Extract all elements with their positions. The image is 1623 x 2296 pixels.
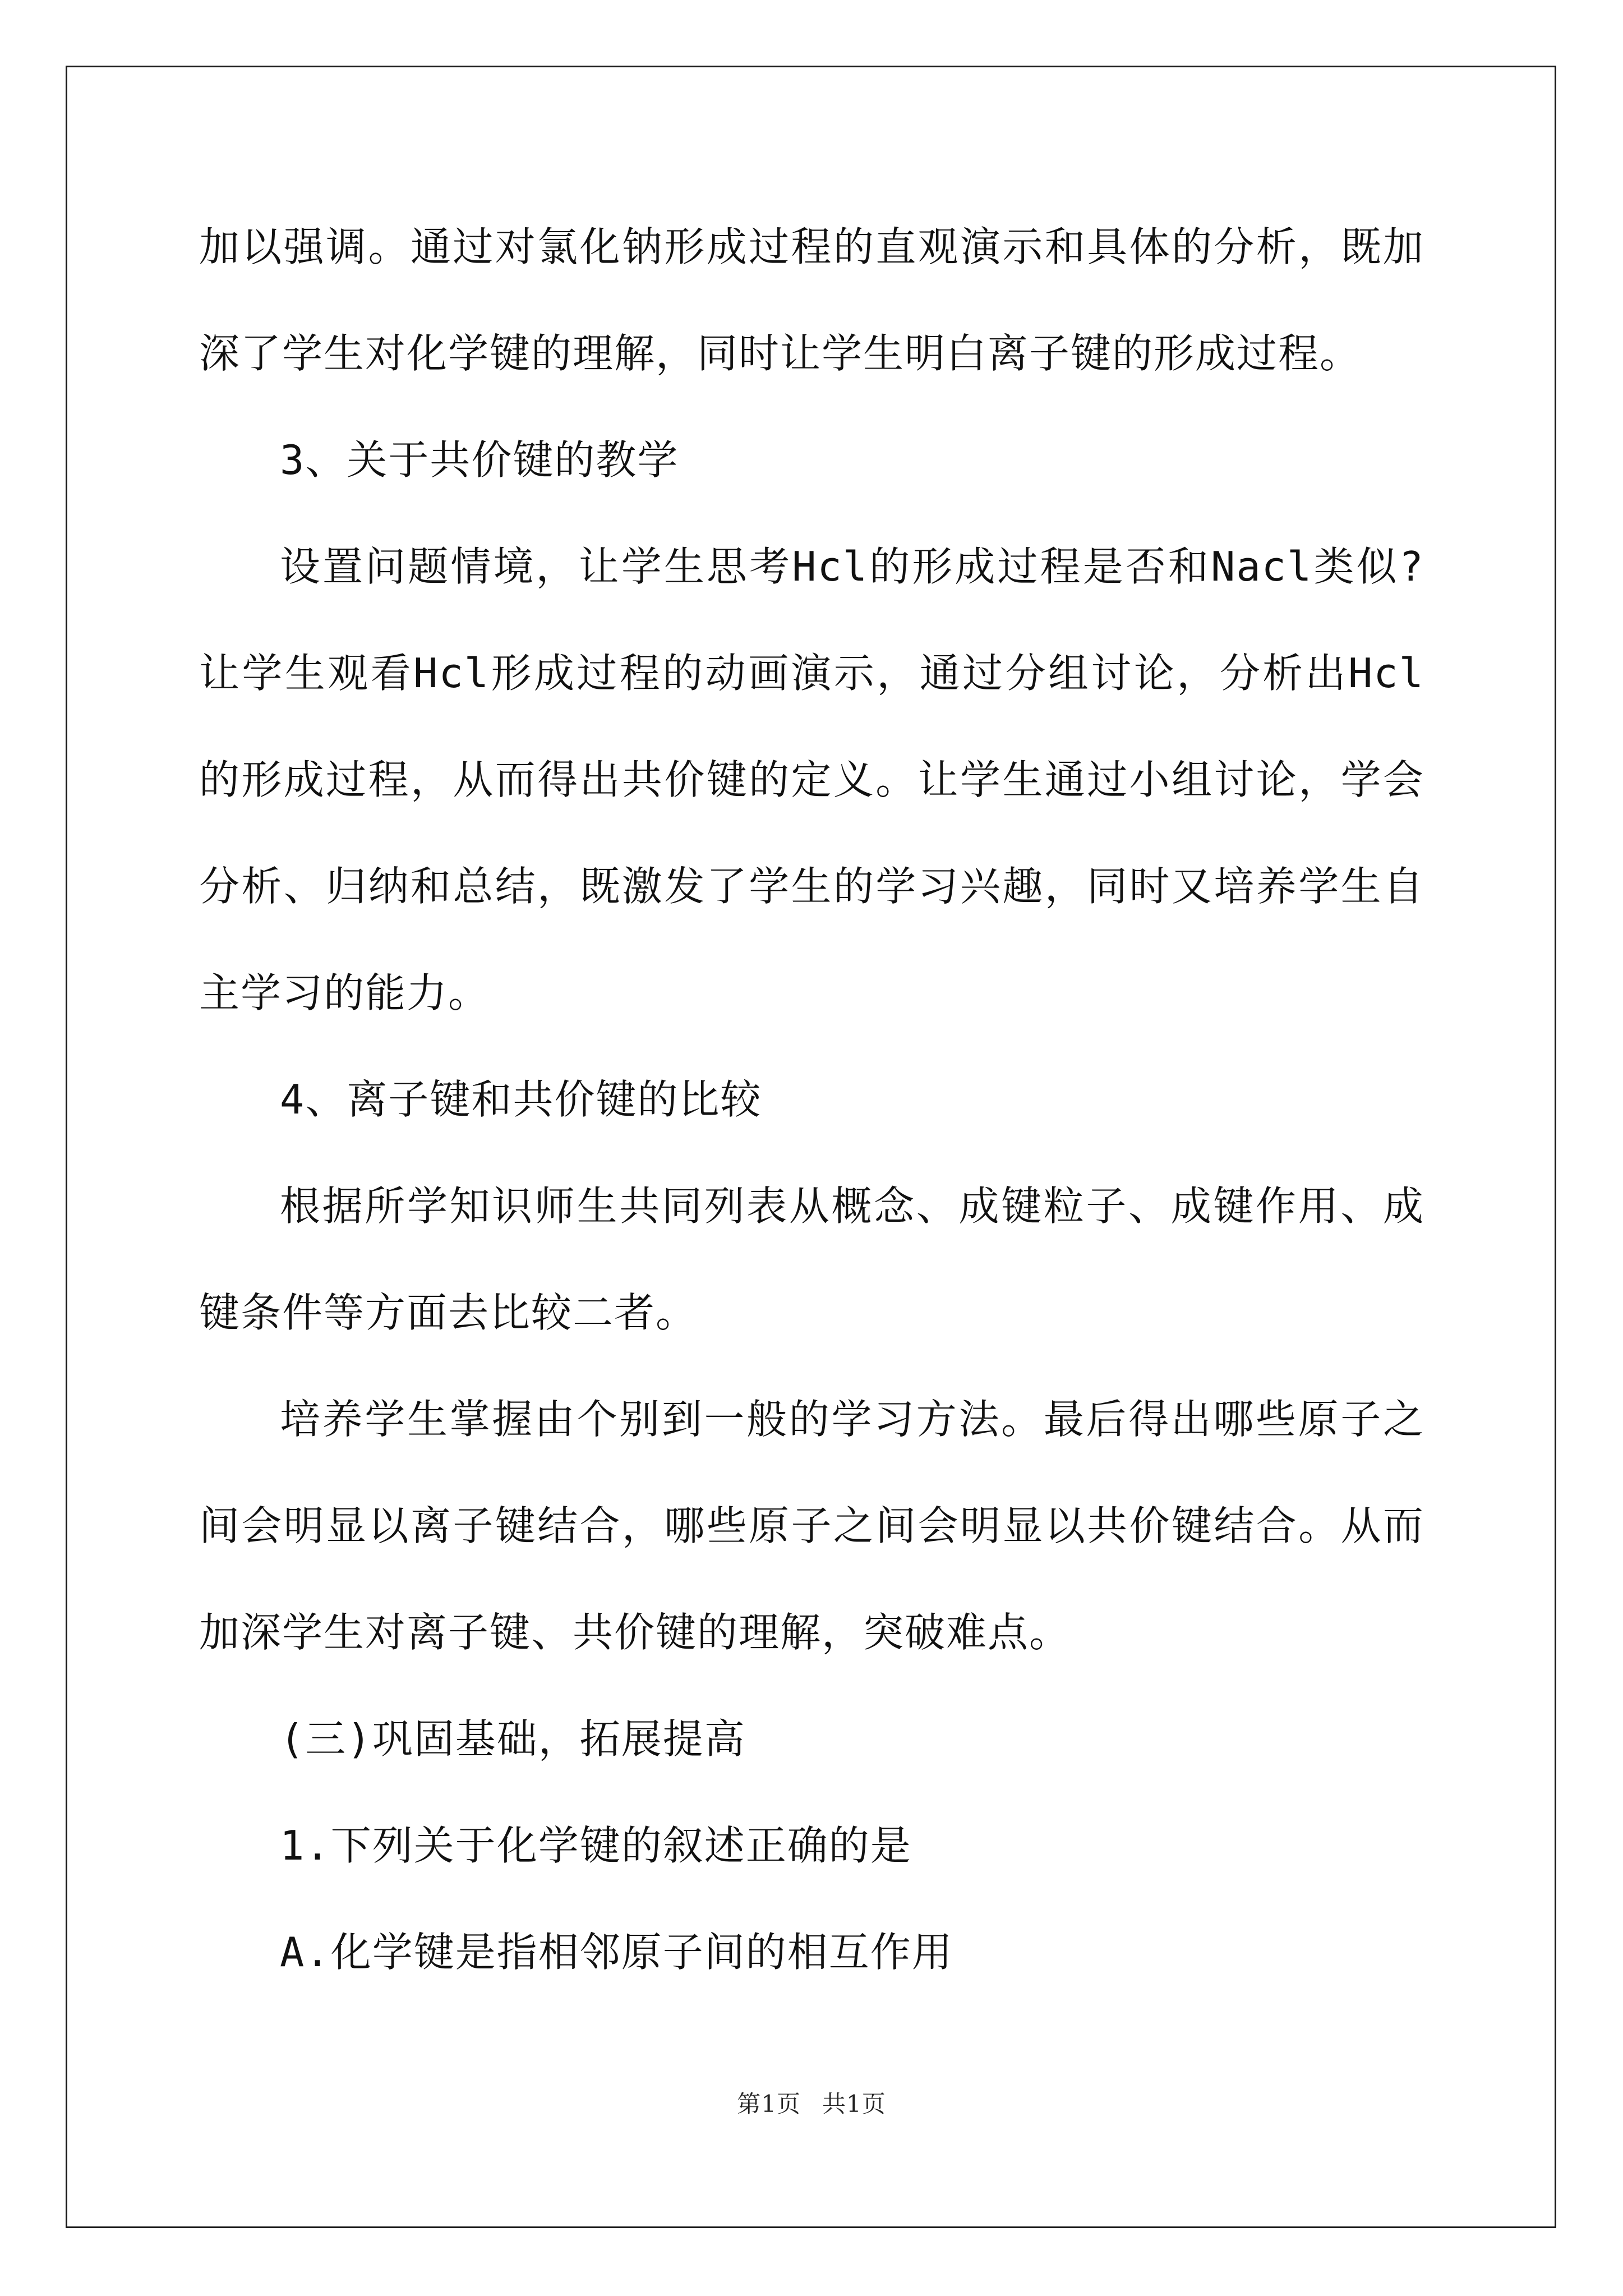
paragraph-2: 设置问题情境，让学生思考Hcl的形成过程是否和Nacl类似?让学生观看Hcl形成过程的动画演示，通过分组讨论，分析出Hcl的形成过程，从而得出共价键的定义。让学生通过小组讨论，学会分析、归纳和总结，既激发了学生的学习兴趣，同时又培养学生自主学习的能力。	[199, 543, 1424, 1016]
paragraph-4: 培养学生掌握由个别到一般的学习方法。最后得出哪些原子之间会明显以离子键结合，哪些原子之间会明显以共价键结合。从而加深学生对离子键、共价键的理解，突破难点。	[199, 1396, 1424, 1656]
paragraph-3: 根据所学知识师生共同列表从概念、成键粒子、成键作用、成键条件等方面去比较二者。	[199, 1182, 1424, 1336]
heading-consolidation: (三)巩固基础，拓展提高	[280, 1715, 746, 1763]
page-number: 第1页	[737, 2090, 801, 2118]
heading-covalent-bond-teaching: 3、关于共价键的教学	[280, 436, 679, 484]
page-footer	[0, 2086, 1623, 2119]
option-a: A.化学键是指相邻原子间的相互作用	[280, 1929, 953, 1976]
question-1: 1.下列关于化学键的叙述正确的是	[280, 1822, 912, 1869]
document-body	[199, 194, 1424, 2005]
paragraph-1: 加以强调。通过对氯化钠形成过程的直观演示和具体的分析，既加深了学生对化学键的理解，同时让学生明白离子键的形成过程。	[199, 223, 1424, 377]
heading-bond-comparison: 4、离子键和共价键的比较	[280, 1076, 762, 1123]
page-total: 共1页	[822, 2090, 886, 2118]
